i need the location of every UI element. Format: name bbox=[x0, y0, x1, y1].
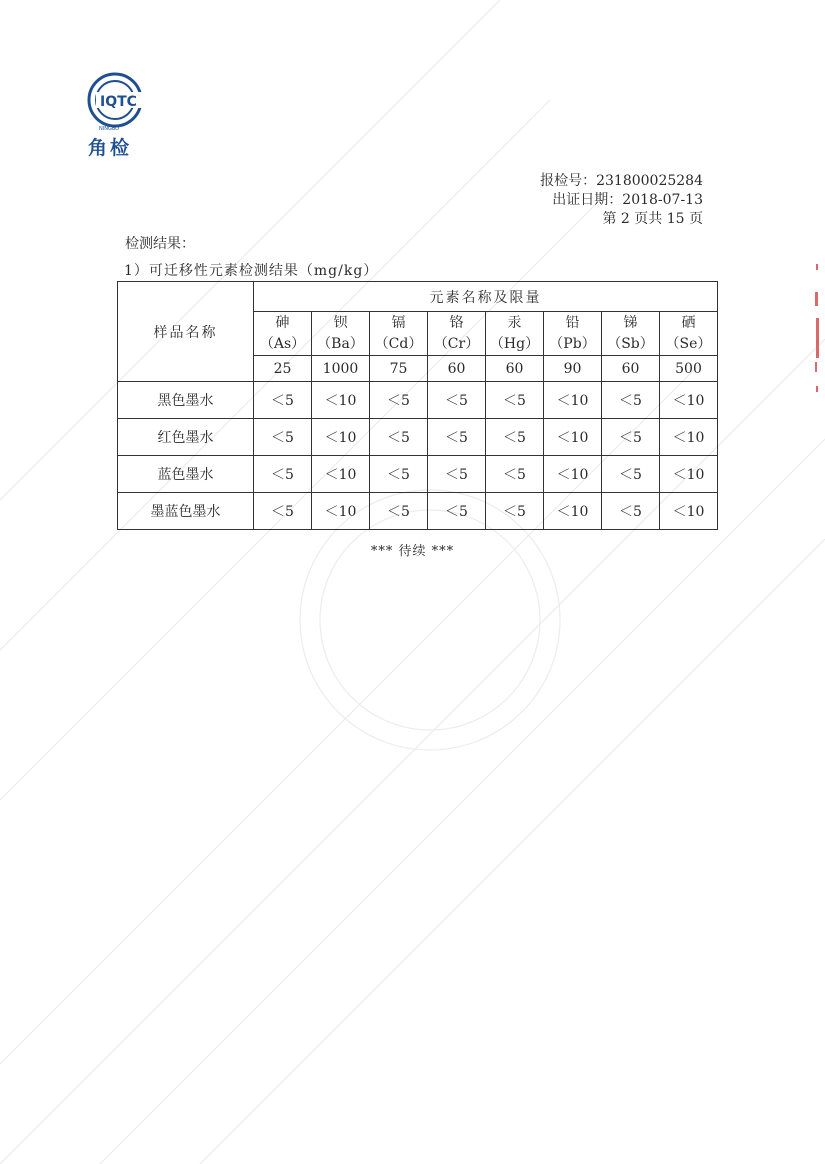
result-value: ＜10 bbox=[660, 456, 718, 493]
element-limit: 25 bbox=[254, 356, 312, 382]
logo-emblem-icon bbox=[82, 70, 152, 132]
result-value: ＜5 bbox=[254, 419, 312, 456]
result-value: ＜5 bbox=[370, 456, 428, 493]
element-header-7 bbox=[660, 312, 718, 356]
element-symbol: （Sb） bbox=[607, 335, 654, 352]
continue-marker: *** 待续 *** bbox=[370, 544, 455, 559]
result-value: ＜5 bbox=[370, 493, 428, 530]
element-name: 锑 bbox=[623, 314, 638, 331]
result-value: ＜5 bbox=[602, 419, 660, 456]
result-value: ＜5 bbox=[428, 419, 486, 456]
result-value: ＜10 bbox=[544, 493, 602, 530]
element-name: 铅 bbox=[565, 314, 580, 331]
result-value: ＜5 bbox=[254, 456, 312, 493]
result-value: ＜5 bbox=[428, 382, 486, 419]
edge-stamp-mark bbox=[813, 262, 821, 402]
result-value: ＜5 bbox=[370, 419, 428, 456]
result-value: ＜10 bbox=[544, 382, 602, 419]
result-value: ＜5 bbox=[602, 382, 660, 419]
element-name: 镉 bbox=[391, 314, 406, 331]
element-symbol: （Hg） bbox=[489, 335, 540, 352]
element-limit: 60 bbox=[486, 356, 544, 382]
logo-text: 角检 bbox=[88, 137, 133, 159]
result-value: ＜5 bbox=[486, 382, 544, 419]
element-limit: 75 bbox=[370, 356, 428, 382]
report-meta bbox=[540, 172, 703, 229]
svg-text:IQTC: IQTC bbox=[100, 94, 137, 110]
svg-text:NINGBO: NINGBO bbox=[99, 126, 120, 132]
element-symbol: （Pb） bbox=[549, 335, 596, 352]
result-value: ＜5 bbox=[602, 493, 660, 530]
sample-name: 红色墨水 bbox=[118, 419, 254, 456]
element-symbol: （Cr） bbox=[433, 335, 480, 352]
table-row bbox=[118, 493, 718, 530]
result-value: ＜10 bbox=[544, 419, 602, 456]
result-value: ＜5 bbox=[370, 382, 428, 419]
result-value: ＜5 bbox=[486, 493, 544, 530]
element-limit: 500 bbox=[660, 356, 718, 382]
result-value: ＜10 bbox=[312, 419, 370, 456]
element-name: 钡 bbox=[333, 314, 348, 331]
result-value: ＜5 bbox=[486, 419, 544, 456]
sample-name: 黑色墨水 bbox=[118, 382, 254, 419]
results-table bbox=[117, 281, 718, 530]
element-limit: 60 bbox=[428, 356, 486, 382]
report-number: 报检号：231800025284 bbox=[540, 173, 703, 189]
element-name: 汞 bbox=[507, 314, 522, 331]
element-name: 铬 bbox=[449, 314, 464, 331]
result-value: ＜10 bbox=[312, 493, 370, 530]
element-symbol: （Ba） bbox=[317, 335, 364, 352]
element-header-2 bbox=[370, 312, 428, 356]
section-title: 检测结果： bbox=[125, 236, 195, 252]
table-row bbox=[118, 456, 718, 493]
element-name: 砷 bbox=[275, 314, 290, 331]
sample-name: 蓝色墨水 bbox=[118, 456, 254, 493]
element-header-4 bbox=[486, 312, 544, 356]
element-limit: 60 bbox=[602, 356, 660, 382]
result-value: ＜10 bbox=[660, 382, 718, 419]
table-title: 1）可迁移性元素检测结果（mg/kg） bbox=[124, 263, 379, 279]
result-value: ＜5 bbox=[602, 456, 660, 493]
result-value: ＜5 bbox=[254, 493, 312, 530]
element-symbol: （Se） bbox=[665, 335, 712, 352]
result-value: ＜10 bbox=[312, 456, 370, 493]
table-row bbox=[118, 382, 718, 419]
element-symbol: （Cd） bbox=[374, 335, 423, 352]
page-number: 第 2 页共 15 页 bbox=[602, 211, 703, 227]
element-header-6 bbox=[602, 312, 660, 356]
result-value: ＜10 bbox=[544, 456, 602, 493]
element-group-header: 元素名称及限量 bbox=[254, 282, 718, 312]
result-value: ＜10 bbox=[660, 419, 718, 456]
result-value: ＜5 bbox=[428, 456, 486, 493]
sample-name-header: 样品名称 bbox=[118, 282, 254, 382]
result-value: ＜10 bbox=[312, 382, 370, 419]
sample-name: 墨蓝色墨水 bbox=[118, 493, 254, 530]
result-value: ＜5 bbox=[428, 493, 486, 530]
element-header-5 bbox=[544, 312, 602, 356]
element-header-1 bbox=[312, 312, 370, 356]
element-header-0 bbox=[254, 312, 312, 356]
issue-date: 出证日期：2018-07-13 bbox=[552, 192, 703, 208]
element-name: 硒 bbox=[681, 314, 696, 331]
table-row bbox=[118, 419, 718, 456]
result-value: ＜5 bbox=[254, 382, 312, 419]
element-header-3 bbox=[428, 312, 486, 356]
element-symbol: （As） bbox=[259, 335, 306, 352]
element-limit: 1000 bbox=[312, 356, 370, 382]
result-value: ＜10 bbox=[660, 493, 718, 530]
result-value: ＜5 bbox=[486, 456, 544, 493]
element-limit: 90 bbox=[544, 356, 602, 382]
